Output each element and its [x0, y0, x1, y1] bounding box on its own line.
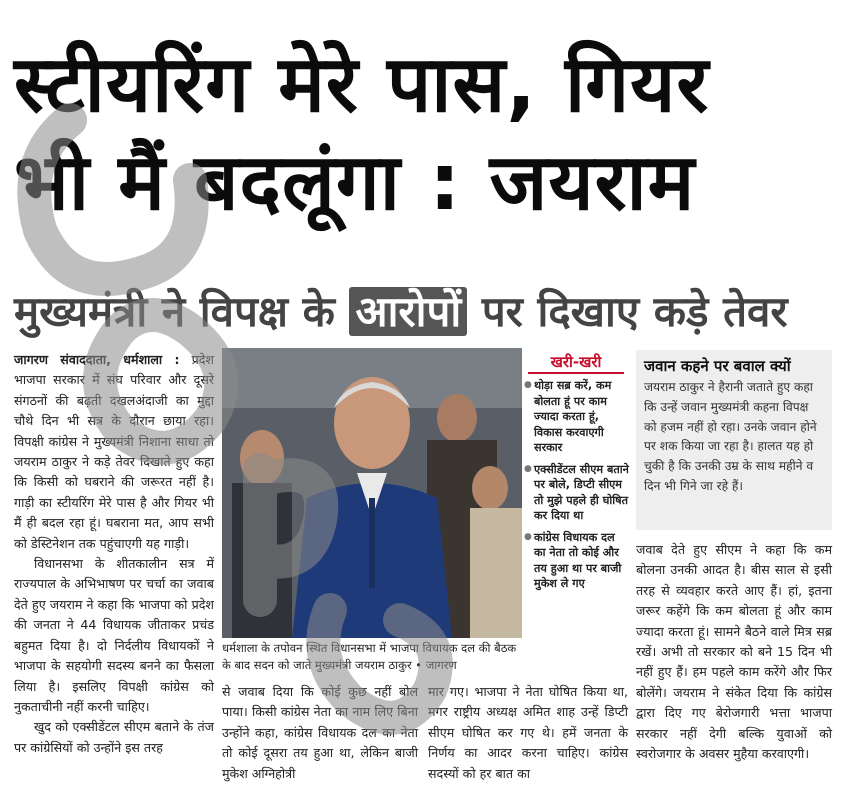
article-column-middle: [222, 682, 418, 784]
article-paragraph-3: खुद को एक्सीडेंटल सीएम बताने के तंज पर कांग्रेसियों को उन्होंने इस तरह: [14, 719, 214, 755]
middle-column-text: से जवाब दिया कि कोई कुछ नहीं बोल पाया। किसी कांग्रेस नेता का नाम लिए बिना उन्होंने कहा, कांग्रेस विधायक दल का नेता तो कोई दूसरा तय हुआ था, लेकिन बाजी मुकेश अग्निहोत्री: [222, 684, 418, 781]
side-box-title: जवान कहने पर बवाल क्यों: [644, 357, 791, 375]
news-photo: [222, 348, 522, 638]
subhead-before: मुख्यमंत्री ने विपक्ष के: [14, 287, 350, 336]
middle-column-2-text: मार गए। भाजपा ने नेता घोषित किया था, मगर राष्ट्रीय अध्यक्ष अमित शाह उन्हें डिप्टी सीएम घोषित कर गए थे। हमें जनता के निर्णय का आदर करना चाहिए। कांग्रेस सदस्यों को हर बात का: [428, 684, 628, 781]
khari-item: ● एक्सीडेंटल सीएम बताने पर बोले, डिप्टी सीएम तो मुझे पहले ही घोषित कर दिया था: [522, 462, 630, 524]
side-box: [636, 350, 832, 530]
article-column-left: [14, 350, 214, 758]
khari-item: ● कांग्रेस विधायक दल का नेता तो कोई और तय हुआ था पर बाजी मुकेश ले गए: [522, 530, 630, 592]
paragraph-1-text: प्रदेश भाजपा सरकार में संघ परिवार और दूसरे संगठनों की बढ़ती दखलअंदाजी का मुद्दा चौथे दिन भी सत्र के दौरान छाया रहा। विपक्षी कांग्रेस ने मुख्यमंत्री निशाना साधा तो जयराम ठाकुर ने कड़े तेवर दिखाते हुए कहा कि किसी को घबराने की जरूरत नहीं है। गाड़ी का स्टीयरिंग मेरे पास है और गियर भी मैं ही बदल रहा हूं। घबराना मत, आप सभी को डेस्टिनेशन तक पहुंचाएगी यह गाड़ी।: [14, 352, 214, 551]
khari-khari-box: [522, 348, 630, 668]
subhead-after: पर दिखाए कड़े तेवर: [467, 287, 788, 336]
headline-line-1: स्टीयरिंग मेरे पास, गियर: [14, 40, 710, 130]
article-paragraph-2: विधानसभा के शीतकालीन सत्र में राज्यपाल के अभिभाषण पर चर्चा का जवाब देते हुए जयराम ने कहा कि भाजपा को प्रदेश की जनता ने 44 विधायक जीताकर प्रचंड बहुमत दिया है। दो निर्दलीय विधायकों ने भाजपा के सहयोगी सदस्य बनने का फैसला लिया है। इसलिए विपक्षी कांग्रेस को नुकताचीनी नहीं करनी चाहिए।: [14, 556, 214, 714]
right-column-text: जवाब देते हुए सीएम ने कहा कि कम बोलना उनकी आदत है। बीस साल से इसी तरह से व्यवहार करते आए हैं। हां, इतना जरूर कहेंगे कि कम बोलता हूं और काम ज्यादा करता हूं। सामने बैठने वाले मित्र सब्र रखें। अभी तो सरकार को बने 15 दिन भी नहीं हुए हैं। हम पहले काम करेंगे और फिर बोलेंगे। जयराम ने संकेत दिया कि कांग्रेस द्वारा दिए गए बेरोजगारी भत्ता भाजपा सरकार नहीं देगी बल्कि युवाओं को स्वरोजगार के अवसर मुहैया करवाएगी।: [636, 542, 832, 762]
headline: [14, 36, 836, 232]
article-paragraph-1: [14, 350, 214, 554]
khari-item: ● थोड़ा सब्र करें, कम बोलता हूं पर काम ज्यादा करता हूं, विकास करवाएगी सरकार: [522, 378, 630, 456]
khari-title: खरी-खरी: [528, 348, 624, 374]
photo-illustration: [222, 348, 522, 638]
article-column-middle-2: [428, 682, 628, 784]
side-box-body: जयराम ठाकुर ने हैरानी जताते हुए कहा कि उन्हें जवान मुख्यमंत्री कहना विपक्ष को हजम नहीं हो रहा। उनके जवान होने पर शक किया जा रहा है। हालत यह हो चुकी है कि उनकी उम्र के साथ महीने व दिन भी गिने जा रहे हैं।: [644, 380, 817, 493]
subheadline: [14, 284, 788, 340]
photo-caption: धर्मशाला के तपोवन स्थित विधानसभा में भाजपा विधायक दल की बैठक के बाद सदन को जाते मुख्यमंत्री जयराम ठाकुर • जागरण: [222, 641, 517, 672]
dateline: जागरण संवाददाता, धर्मशाला :: [14, 352, 180, 367]
headline-line-2: भी मैं बदलूंगा : जयराम: [14, 138, 696, 228]
subhead-highlight: आरोपों: [349, 287, 467, 336]
article-column-right: [636, 540, 832, 764]
